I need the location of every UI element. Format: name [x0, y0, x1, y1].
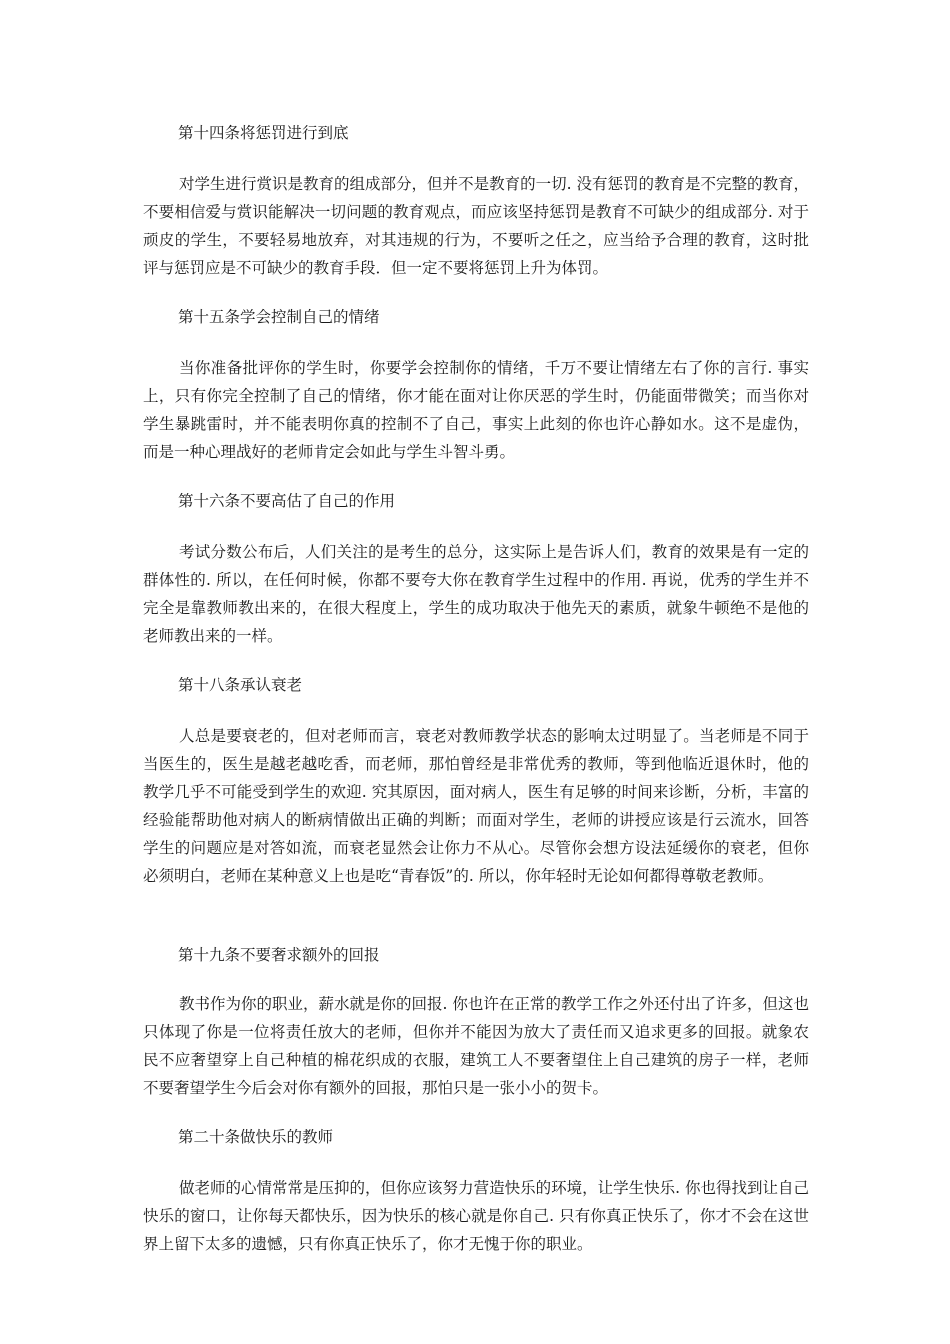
- section-heading: 第十八条承认衰老: [178, 676, 303, 694]
- section-paragraph: 考试分数公布后，人们关注的是考生的总分，这实际上是告诉人们，教育的效果是有一定的群体性的. 所以，在任何时候，你都不要夸大你在教育学生过程中的作用. 再说，优秀的学生并不完全是靠教师教出来的，在很大程度上，学生的成功取决于他先天的素质，就象牛顿绝不是他的老师教出来的一样。: [143, 543, 809, 645]
- document-page: [143, 120, 809, 1258]
- section-heading: 第十九条不要奢求额外的回报: [178, 946, 380, 964]
- section-heading: 第二十条做快乐的教师: [178, 1128, 334, 1146]
- section-heading: 第十四条将惩罚进行到底: [178, 124, 349, 142]
- section-paragraph: 做老师的心情常常是压抑的，但你应该努力营造快乐的环境，让学生快乐. 你也得找到让自己快乐的窗口，让你每天都快乐，因为快乐的核心就是你自己. 只有你真正快乐了，你才不会在这世界上留下太多的遗憾，只有你真正快乐了，你才无愧于你的职业。: [143, 1179, 809, 1253]
- section-heading: 第十六条不要高估了自己的作用: [178, 492, 396, 510]
- section-paragraph: 对学生进行赏识是教育的组成部分，但并不是教育的一切. 没有惩罚的教育是不完整的教育，不要相信爱与赏识能解决一切问题的教育观点，而应该坚持惩罚是教育不可缺少的组成部分. 对于顽皮的学生，不要轻易地放弃，对其违规的行为，不要听之任之，应当给予合理的教育，这时批评与惩罚应是不可缺少的教育手段．但一定不要将惩罚上升为体罚。: [143, 175, 809, 277]
- section-heading: 第十五条学会控制自己的情绪: [178, 308, 380, 326]
- section-paragraph: 人总是要衰老的，但对老师而言，衰老对教师教学状态的影响太过明显了。当老师是不同于当医生的，医生是越老越吃香，而老师，那怕曾经是非常优秀的教师，等到他临近退休时，他的教学几乎不可能受到学生的欢迎. 究其原因，面对病人，医生有足够的时间来诊断，分析，丰富的经验能帮助他对病人的断病情做出正确的判断；而面对学生，老师的讲授应该是行云流水，回答学生的问题应是对答如流，而衰老显然会让你力不从心。尽管你会想方设法延缓你的衰老，但你必须明白，老师在某种意义上也是吃“青春饭”的. 所以，你年轻时无论如何都得尊敬老教师。: [143, 727, 809, 885]
- section-paragraph: 教书作为你的职业，薪水就是你的回报. 你也许在正常的教学工作之外还付出了许多，但这也只体现了你是一位将责任放大的老师，但你并不能因为放大了责任而又追求更多的回报。就象农民不应奢望穿上自己种植的棉花织成的衣服，建筑工人不要奢望住上自己建筑的房子一样，老师不要奢望学生今后会对你有额外的回报，那怕只是一张小小的贺卡。: [143, 995, 809, 1097]
- section-paragraph: 当你准备批评你的学生时，你要学会控制你的情绪，千万不要让情绪左右了你的言行. 事实上，只有你完全控制了自己的情绪，你才能在面对让你厌恶的学生时，仍能面带微笑；而当你对学生暴跳雷时，并不能表明你真的控制不了自己，事实上此刻的你也许心静如水。这不是虚伪，而是一种心理战好的老师肯定会如此与学生斗智斗勇。: [143, 359, 809, 461]
